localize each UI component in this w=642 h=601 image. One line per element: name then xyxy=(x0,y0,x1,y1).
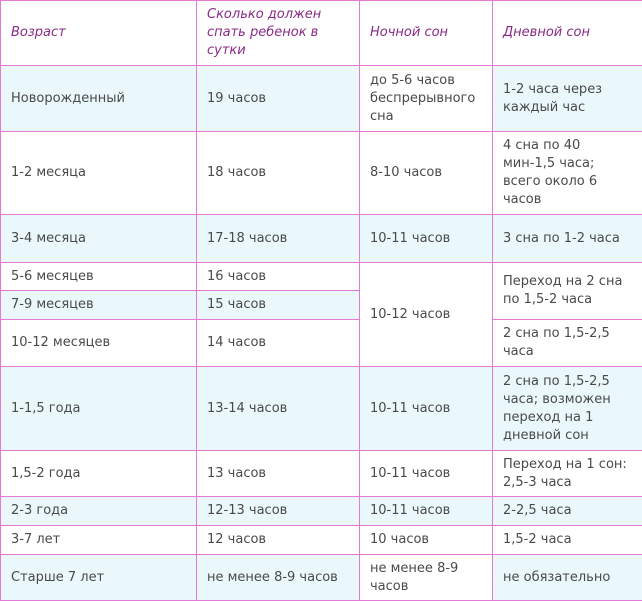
header-age: Возраст xyxy=(1,1,197,66)
cell-total: 17-18 часов xyxy=(197,215,360,263)
cell-age: 1-1,5 года xyxy=(1,367,197,451)
table-row xyxy=(1,263,642,291)
cell-day: не обязательно xyxy=(493,555,642,601)
header-night-sleep: Ночной сон xyxy=(360,1,493,66)
cell-total: 13 часов xyxy=(197,451,360,497)
cell-day: 3 сна по 1-2 часа xyxy=(493,215,642,263)
header-row xyxy=(1,1,642,66)
cell-day: 4 сна по 40 мин-1,5 часа; всего около 6 часов xyxy=(493,132,642,215)
cell-age: 3-4 месяца xyxy=(1,215,197,263)
cell-night: не менее 8-9 часов xyxy=(360,555,493,601)
table-row xyxy=(1,215,642,263)
cell-total: 15 часов xyxy=(197,291,360,320)
cell-age: 1-2 месяца xyxy=(1,132,197,215)
cell-total: 19 часов xyxy=(197,66,360,132)
cell-day: 2 сна по 1,5-2,5 часа xyxy=(493,320,642,367)
table-row xyxy=(1,497,642,526)
table-row xyxy=(1,526,642,555)
cell-age: 7-9 месяцев xyxy=(1,291,197,320)
cell-age: Старше 7 лет xyxy=(1,555,197,601)
cell-night: 8-10 часов xyxy=(360,132,493,215)
table-row xyxy=(1,66,642,132)
cell-age: 10-12 месяцев xyxy=(1,320,197,367)
cell-day: 2 сна по 1,5-2,5 часа; возможен переход на 1 дневной сон xyxy=(493,367,642,451)
cell-night: 10-11 часов xyxy=(360,451,493,497)
cell-total: 16 часов xyxy=(197,263,360,291)
table-row xyxy=(1,555,642,601)
cell-age: Новорожденный xyxy=(1,66,197,132)
cell-night: 10 часов xyxy=(360,526,493,555)
cell-day: Переход на 1 сон: 2,5-3 часа xyxy=(493,451,642,497)
cell-night: 10-11 часов xyxy=(360,497,493,526)
table-row xyxy=(1,367,642,451)
cell-total: 12-13 часов xyxy=(197,497,360,526)
header-total-sleep: Сколько должен спать ребенок в сутки xyxy=(197,1,360,66)
cell-day: 1-2 часа через каждый час xyxy=(493,66,642,132)
cell-total: 18 часов xyxy=(197,132,360,215)
header-day-sleep: Дневной сон xyxy=(493,1,642,66)
table-row xyxy=(1,320,642,367)
cell-age: 1,5-2 года xyxy=(1,451,197,497)
cell-night: 10-12 часов xyxy=(360,263,493,367)
cell-age: 3-7 лет xyxy=(1,526,197,555)
cell-night: 10-11 часов xyxy=(360,367,493,451)
table-row xyxy=(1,132,642,215)
cell-day: 2-2,5 часа xyxy=(493,497,642,526)
table-row xyxy=(1,451,642,497)
cell-age: 5-6 месяцев xyxy=(1,263,197,291)
cell-total: 13-14 часов xyxy=(197,367,360,451)
cell-total: не менее 8-9 часов xyxy=(197,555,360,601)
cell-age: 2-3 года xyxy=(1,497,197,526)
cell-night: до 5-6 часов беспрерывного сна xyxy=(360,66,493,132)
cell-total: 14 часов xyxy=(197,320,360,367)
cell-total: 12 часов xyxy=(197,526,360,555)
cell-day: 1,5-2 часа xyxy=(493,526,642,555)
cell-day: Переход на 2 сна по 1,5-2 часа xyxy=(493,263,642,320)
cell-night: 10-11 часов xyxy=(360,215,493,263)
